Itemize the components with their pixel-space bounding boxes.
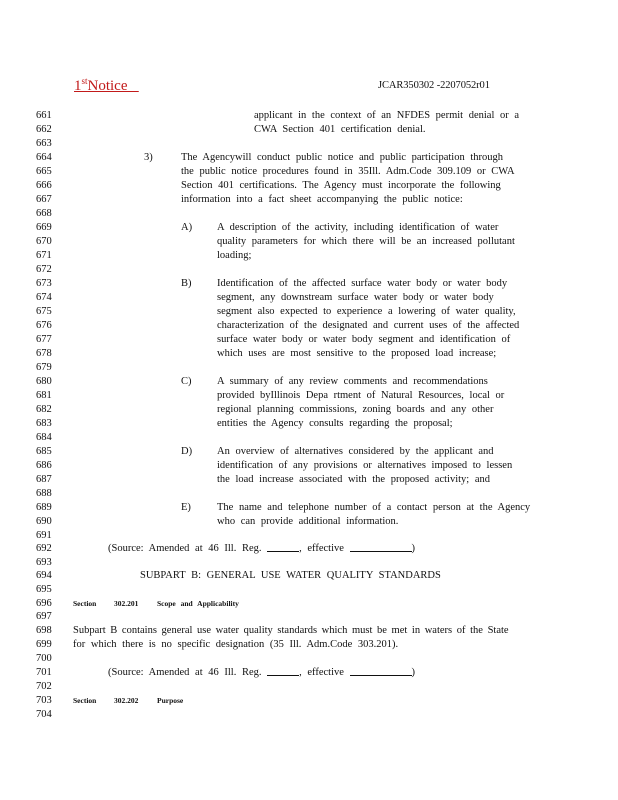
line-number: 664 — [36, 152, 52, 163]
line-text: Section 401 certifications. The Agency must incorporate the following — [181, 180, 501, 191]
section-number: 302.202 — [114, 696, 139, 705]
line-number: 689 — [36, 502, 52, 513]
line-690 — [36, 515, 596, 528]
line-693 — [36, 556, 596, 569]
line-number: 697 — [36, 611, 52, 622]
line-number: 670 — [36, 236, 52, 247]
line-662 — [36, 123, 596, 136]
list-marker: 3) — [144, 152, 153, 163]
line-number: 688 — [36, 488, 52, 499]
notice-superscript: st — [81, 76, 88, 86]
line-text: An overview of alternatives considered by the applicant and — [217, 446, 494, 457]
line-number: 678 — [36, 348, 52, 359]
line-number: 694 — [36, 570, 52, 581]
line-number: 692 — [36, 543, 52, 554]
line-number: 677 — [36, 334, 52, 345]
line-text: identification of any provisions or alternatives imposed to lessen — [217, 460, 513, 471]
list-marker: C) — [181, 376, 192, 387]
line-text: quality parameters for which there will be an increased pollutant — [217, 236, 515, 247]
line-694 — [36, 569, 596, 582]
line-699 — [36, 638, 596, 651]
line-number: 675 — [36, 306, 52, 317]
list-marker: D) — [181, 446, 193, 457]
section-label: Section — [73, 696, 97, 705]
line-661 — [36, 109, 596, 122]
line-677 — [36, 333, 596, 346]
line-number: 667 — [36, 194, 52, 205]
source-effective: , effective — [299, 667, 344, 678]
line-number: 684 — [36, 432, 52, 443]
notice-heading — [74, 76, 139, 95]
line-688 — [36, 487, 596, 500]
line-text: The name and telephone number of a contact person at the Agency — [217, 502, 531, 513]
line-675 — [36, 305, 596, 318]
line-689 — [36, 501, 596, 514]
line-number: 680 — [36, 376, 52, 387]
line-number: 691 — [36, 530, 52, 541]
line-number: 702 — [36, 681, 52, 692]
line-number: 674 — [36, 292, 52, 303]
line-698 — [36, 624, 596, 637]
source-effective: , effective — [299, 543, 344, 554]
document-reference: JCAR350302 -2207052r01 — [378, 80, 490, 91]
line-text: surface water body or water body segment and identification of — [217, 334, 511, 345]
line-682 — [36, 403, 596, 416]
line-text: which uses are most sensitive to the proposed load increase; — [217, 348, 497, 359]
subpart-heading: SUBPART B: GENERAL USE WATER QUALITY STANDARDS — [140, 570, 441, 581]
line-696 — [36, 597, 596, 610]
line-text: A summary of any review comments and recommendations — [217, 376, 488, 387]
line-701: 701 (Source: Amended at 46 Ill. Reg. , effective ) — [36, 667, 416, 678]
line-text: provided byIllinois Depa rtment of Natural Resources, local or — [217, 390, 505, 401]
line-number: 663 — [36, 138, 52, 149]
line-number: 661 — [36, 110, 52, 121]
line-671 — [36, 249, 596, 262]
notice-number: 1 — [74, 78, 82, 94]
line-664 — [36, 151, 596, 164]
line-number: 668 — [36, 208, 52, 219]
line-number: 665 — [36, 166, 52, 177]
line-666 — [36, 179, 596, 192]
line-691 — [36, 529, 596, 542]
line-text: information into a fact sheet accompanying the public notice: — [181, 194, 463, 205]
blank-field — [350, 666, 412, 676]
section-number: 302.201 — [114, 599, 139, 608]
line-text: characterization of the designated and current uses of the affected — [217, 320, 520, 331]
line-number: 681 — [36, 390, 52, 401]
line-text: regional planning commissions, zoning boards and any other — [217, 404, 494, 415]
line-676 — [36, 319, 596, 332]
line-text: A description of the activity, including identification of water — [217, 222, 499, 233]
line-text: loading; — [217, 250, 252, 261]
line-686 — [36, 459, 596, 472]
line-text: entities the Agency consults regarding the proposal; — [217, 418, 453, 429]
line-text: Identification of the affected surface water body or water body — [217, 278, 508, 289]
line-text: CWA Section 401 certification denial. — [254, 124, 426, 135]
line-number: 696 — [36, 598, 52, 609]
line-number: 703 — [36, 695, 52, 706]
line-text: The Agencywill conduct public notice and public participation through — [181, 152, 504, 163]
line-number: 690 — [36, 516, 52, 527]
line-text: the public notice procedures found in 35Ill. Adm.Code 309.109 or CWA — [181, 166, 515, 177]
line-text: who can provide additional information. — [217, 516, 399, 527]
line-number: 666 — [36, 180, 52, 191]
list-marker: A) — [181, 222, 193, 233]
line-685 — [36, 445, 596, 458]
line-text: applicant in the context of an NFDES permit denial or a — [254, 110, 520, 121]
line-number: 698 — [36, 625, 52, 636]
line-695 — [36, 583, 596, 596]
line-number: 693 — [36, 557, 52, 568]
line-663 — [36, 137, 596, 150]
line-665 — [36, 165, 596, 178]
line-number: 699 — [36, 639, 52, 650]
source-note: (Source: Amended at 46 Ill. Reg. — [108, 543, 262, 554]
line-684 — [36, 431, 596, 444]
line-680 — [36, 375, 596, 388]
section-label: Section — [73, 599, 97, 608]
section-title: Scope and Applicability — [157, 599, 239, 608]
line-670 — [36, 235, 596, 248]
line-697 — [36, 610, 596, 623]
blank-field — [267, 666, 299, 676]
line-674 — [36, 291, 596, 304]
line-668 — [36, 207, 596, 220]
line-number: 671 — [36, 250, 52, 261]
line-700 — [36, 652, 596, 665]
line-number: 704 — [36, 709, 52, 720]
line-681 — [36, 389, 596, 402]
line-703 — [36, 694, 596, 707]
line-number: 685 — [36, 446, 52, 457]
line-text: the load increase associated with the proposed activity; and — [217, 474, 491, 485]
line-678 — [36, 347, 596, 360]
line-number: 679 — [36, 362, 52, 373]
line-number: 673 — [36, 278, 52, 289]
blank-field — [350, 542, 412, 552]
line-692: 692 (Source: Amended at 46 Ill. Reg. , effective ) — [36, 543, 416, 554]
line-673 — [36, 277, 596, 290]
line-number: 662 — [36, 124, 52, 135]
blank-field — [267, 542, 299, 552]
line-number: 701 — [36, 667, 52, 678]
list-marker: E) — [181, 502, 191, 513]
line-text: Subpart B contains general use water quality standards which must be met in waters of the State — [73, 625, 509, 636]
line-672 — [36, 263, 596, 276]
line-text: for which there is no specific designation (35 Ill. Adm.Code 303.201). — [73, 639, 399, 650]
line-687 — [36, 473, 596, 486]
line-683 — [36, 417, 596, 430]
notice-word: Notice — [87, 78, 128, 94]
line-number: 683 — [36, 418, 52, 429]
line-679 — [36, 361, 596, 374]
line-number: 700 — [36, 653, 52, 664]
section-title: Purpose — [157, 696, 184, 705]
line-text: segment, any downstream surface water body or water body — [217, 292, 494, 303]
line-667 — [36, 193, 596, 206]
list-marker: B) — [181, 278, 192, 289]
line-669 — [36, 221, 596, 234]
line-number: 672 — [36, 264, 52, 275]
line-text: segment also expected to experience a lowering of water quality, — [217, 306, 516, 317]
line-702 — [36, 680, 596, 693]
line-704 — [36, 708, 596, 721]
line-number: 682 — [36, 404, 52, 415]
line-number: 695 — [36, 584, 52, 595]
line-number: 676 — [36, 320, 52, 331]
line-number: 686 — [36, 460, 52, 471]
source-note: (Source: Amended at 46 Ill. Reg. — [108, 667, 262, 678]
line-number: 687 — [36, 474, 52, 485]
line-number: 669 — [36, 222, 52, 233]
